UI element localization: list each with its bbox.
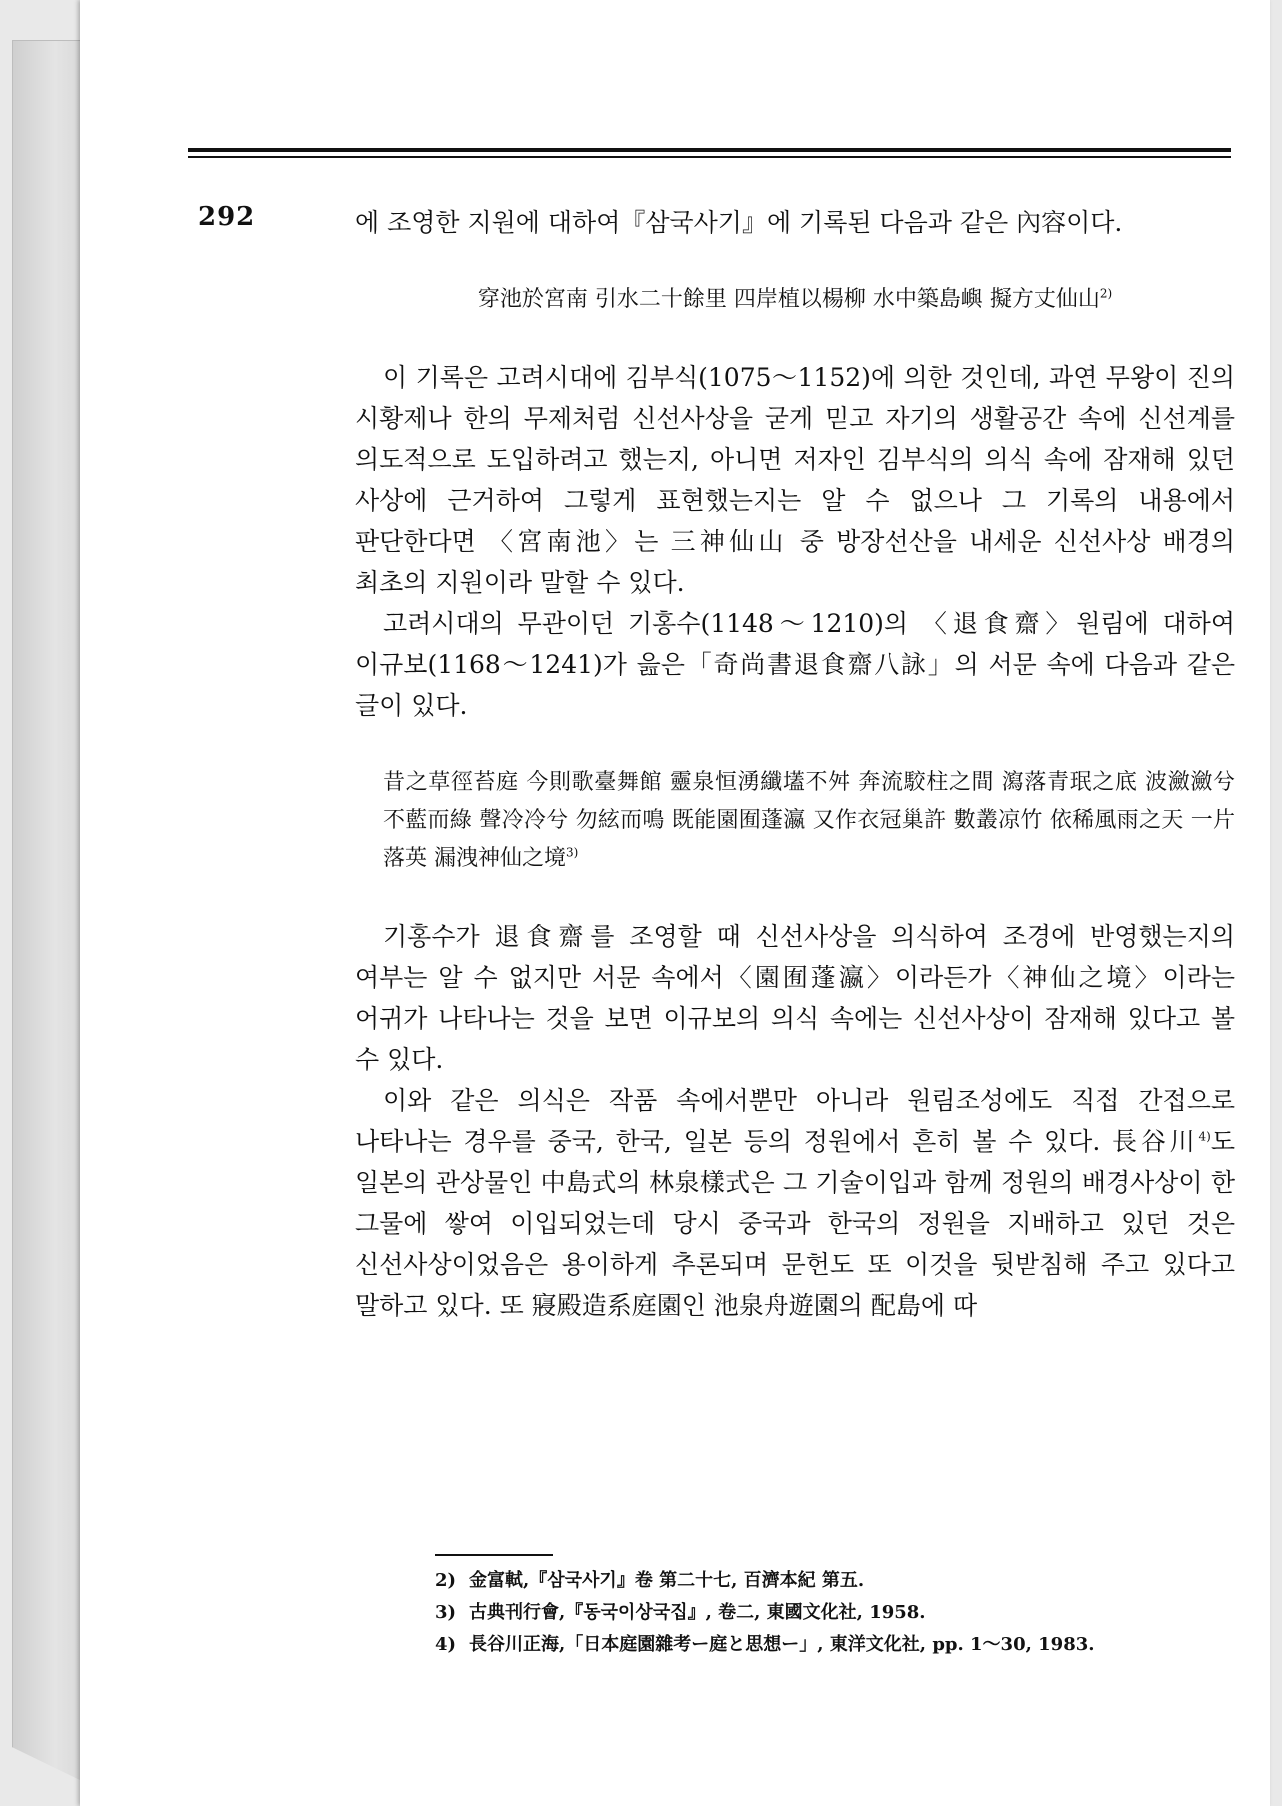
footnote-ref-4: 4) — [1198, 1129, 1211, 1144]
footnote — [435, 1629, 1235, 1661]
quote-toesikjae — [355, 764, 1235, 878]
header-rule — [188, 148, 1231, 152]
book-spine — [12, 40, 84, 1782]
footnote-number: 4) — [435, 1634, 457, 1655]
footnote — [435, 1565, 1235, 1597]
paragraph-kimbusik: 이 기록은 고려시대에 김부식(1075～1152)에 의한 것인데, 과연 무왕이 진의 시황제나 한의 무제처럼 신선사상을 굳게 믿고 자기의 생활공간 속에 신선계를 의도적으로 도입하려고 했는지, 아니면 저자인 김부식의 의식 속에 잠재해 있던 사상에 근거하여 그렇게 표현했는지는 알 수 없으나 그 기록의 내용에서 판단한다면 〈宮南池〉는 三神仙山 중 방장선산을 내세운 신선사상 배경의 최초의 지원이라 말할 수 있다. — [355, 363, 1235, 597]
quote-samguksagi-text: 穿池於宮南 引水二十餘里 四岸植以楊柳 水中築島嶼 擬方丈仙山 — [477, 287, 1100, 312]
quote-samguksagi — [355, 281, 1235, 319]
paragraph-kihongsu: 고려시대의 무관이던 기홍수(1148～1210)의 〈退食齋〉원림에 대하여 이규보(1168～1241)가 읊은「奇尚書退食齋八詠」의 서문 속에 다음과 같은 글이 있다. — [355, 609, 1235, 720]
page-body — [355, 202, 1235, 1326]
footnote-ref-2: 2) — [1099, 286, 1113, 301]
header-rule-thin — [188, 156, 1231, 158]
paragraph-intro: 에 조영한 지원에 대하여『삼국사기』에 기록된 다음과 같은 內容이다. — [355, 208, 1123, 237]
footnote — [435, 1597, 1235, 1629]
book-page — [80, 0, 1270, 1806]
paragraph-gardens-part2: 도 일본의 관상물인 中島式의 林泉樣式은 그 기술이입과 함께 정원의 배경사상이 한 그물에 쌓여 이입되었는데 당시 중국과 한국의 정원을 지배하고 있던 것은 신선사상이었음은 용이하게 추론되며 문헌도 또 이것을 뒷받침해 주고 있다고 말하고 있다. 또 寢殿造系庭園인 池泉舟遊園의 配島에 따 — [355, 1127, 1235, 1320]
footnotes — [435, 1565, 1235, 1661]
quote-toesikjae-text: 昔之草徑苔庭 今則歌臺舞館 靈泉恒湧纖壒不舛 奔流駮柱之間 瀉落青珉之底 波瀲瀲兮 不藍而綠 聲冷冷兮 勿絃而鳴 既能園囿蓬瀛 又作衣冠巢許 數叢凉竹 依稀風雨之天 一片落英 漏洩神仙之境 — [383, 770, 1235, 871]
paragraph-consciousness: 기홍수가 退食齋를 조영할 때 신선사상을 의식하여 조경에 반영했는지의 여부는 알 수 없지만 서문 속에서〈園囿蓬瀛〉이라든가〈神仙之境〉이라는 어귀가 나타나는 것을 보면 이규보의 의식 속에는 신선사상이 잠재해 있다고 볼 수 있다. — [355, 922, 1235, 1074]
paragraph-gardens — [355, 1080, 1235, 1326]
footnote-ref-3: 3) — [566, 845, 579, 860]
footnote-number: 3) — [435, 1602, 457, 1623]
page-number: 292 — [198, 202, 256, 232]
footnote-rule — [435, 1554, 553, 1556]
footnote-text: 金富軾,『삼국사기』卷 第二十七, 百濟本紀 第五. — [469, 1570, 865, 1591]
paragraph-gardens-part1: 이와 같은 의식은 작품 속에서뿐만 아니라 원림조성에도 직접 간접으로 나타나는 경우를 중국, 한국, 일본 등의 정원에서 흔히 볼 수 있다. 長谷川 — [355, 1086, 1235, 1156]
footnote-number: 2) — [435, 1570, 457, 1591]
footnote-text: 長谷川正海,「日本庭園雜考ー庭と思想ー」, 東洋文化社, pp. 1～30, 1983. — [469, 1634, 1095, 1655]
footnote-text: 古典刊行會,『동국이상국집』, 卷二, 東國文化社, 1958. — [469, 1602, 926, 1623]
